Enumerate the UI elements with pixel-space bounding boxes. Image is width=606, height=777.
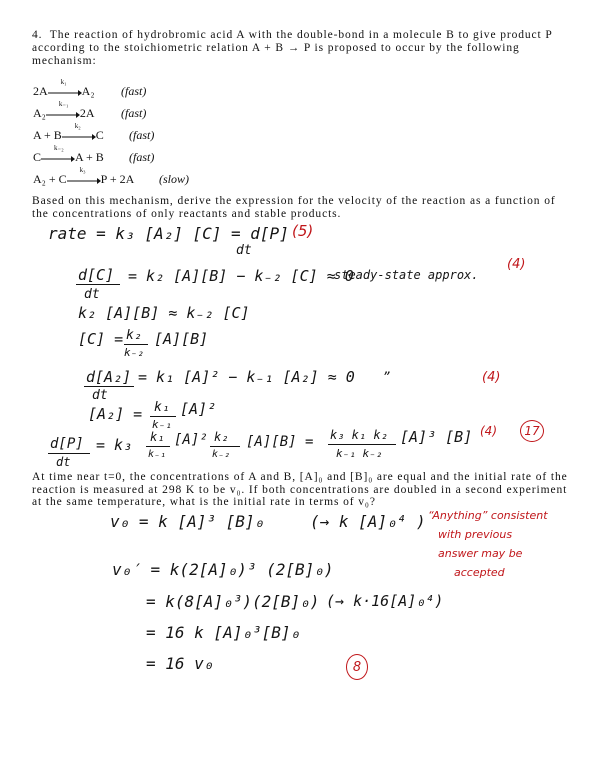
intro-line-3: mechanism: — [32, 55, 97, 67]
step1-right: A₂ — [81, 84, 95, 98]
question-number: 4. — [32, 29, 43, 41]
mechanism-step-4 — [33, 144, 333, 165]
mechanism-step-5 — [33, 166, 333, 187]
total-score-part1-value: 17 — [524, 424, 540, 438]
step4-speed: (fast) — [129, 150, 155, 164]
step1-speed: (fast) — [121, 84, 147, 98]
final-k2: k₂ — [214, 430, 229, 444]
fraction-bar — [84, 386, 134, 387]
arrow-icon — [46, 100, 80, 120]
c-expr-lhs: [C] = — [78, 330, 124, 348]
score-part-a: (5) — [292, 222, 314, 240]
rate-eq-denominator: dt — [236, 243, 252, 258]
a2-numerator: d[A₂] — [86, 368, 132, 386]
a2b-den: k₋₁ — [152, 418, 172, 431]
mechanism-step-3 — [33, 122, 333, 143]
ss-numerator: d[C] — [78, 266, 115, 284]
mechanism-step-1 — [33, 78, 333, 99]
a2-denominator: dt — [92, 388, 108, 403]
step1-left: 2A — [33, 84, 48, 98]
c-expr-den: k₋₂ — [124, 346, 144, 359]
total-score-part2 — [346, 654, 368, 680]
note-line-3: answer may be — [438, 547, 523, 560]
question-intro — [32, 29, 592, 68]
note-line-4: accepted — [454, 566, 505, 579]
rate-equation: rate = k₃ [A₂] [C] = d[P] — [48, 224, 289, 243]
fraction-bar — [150, 416, 176, 417]
step5-left: A₂ + C — [33, 172, 67, 186]
ss-denominator: dt — [84, 287, 100, 302]
v4-line: = 16 v₀ — [146, 654, 214, 673]
fraction-bar — [48, 453, 90, 454]
fraction-bar — [76, 284, 120, 285]
total-score-part2-value: 8 — [352, 659, 362, 675]
part2-line-1: At time near t=0, the concentrations of A and B, [A]₀ and [B]₀ are equal and the initial rate of the — [32, 471, 568, 483]
final-numerator: d[P] — [50, 436, 84, 452]
fraction-bar — [124, 344, 148, 345]
a2b-lhs: [A₂] = — [88, 405, 143, 423]
score-a2: (4) — [482, 370, 501, 385]
arrow-icon — [67, 166, 101, 186]
step4-k: k₋₂ — [54, 144, 64, 153]
final-k1: k₁ — [150, 430, 165, 444]
final-denominator: dt — [56, 455, 71, 469]
final-km1: k₋₁ — [148, 449, 167, 460]
step5-speed: (slow) — [159, 172, 189, 186]
step2-right: 2A — [79, 106, 95, 120]
step4-left: C — [33, 150, 42, 164]
score-final: (4) — [480, 424, 497, 438]
a2b-rest: [A]² — [180, 400, 217, 418]
part2-line-2: reaction is measured at 298 K to be v₀. If both concentrations are doubled in a second experiment — [32, 483, 568, 496]
step5-k: k₃ — [79, 166, 86, 175]
a2b-num: k₁ — [154, 400, 170, 415]
score-ss: (4) — [507, 257, 526, 272]
final-big-num: k₃ k₁ k₂ — [330, 428, 388, 442]
c-balance: k₂ [A][B] ≈ k₋₂ [C] — [78, 304, 250, 322]
fraction-bar — [146, 446, 170, 447]
arrow-icon — [62, 122, 96, 142]
v3-line: = 16 k [A]₀³[B]₀ — [146, 623, 301, 642]
part1-prompt — [32, 195, 592, 221]
intro-line-2: according to the stoichiometric relation A + B → P is proposed to occur by the following — [32, 42, 520, 54]
final-a2: [A]² — [174, 432, 208, 448]
step1-k: k₁ — [60, 78, 67, 87]
v0-line: v₀ = k [A]³ [B]₀ — [110, 512, 265, 531]
step2-speed: (fast) — [121, 106, 147, 120]
mechanism-step-2 — [33, 100, 333, 121]
step3-right: C — [95, 128, 104, 142]
fraction-bar — [210, 446, 240, 447]
v2-line: = k(8[A]₀³)(2[B]₀) — [146, 592, 320, 611]
ss-rhs: = k₂ [A][B] − k₋₂ [C] ≈ 0 — [128, 267, 354, 285]
final-k3: = k₃ — [96, 436, 133, 454]
step3-k: k₂ — [74, 122, 81, 131]
v1-line: v₀′ = k(2[A]₀)³ (2[B]₀) — [112, 560, 334, 579]
step3-speed: (fast) — [129, 128, 155, 142]
v0-alt: (→ k [A]₀⁴ ) — [310, 512, 426, 531]
part2-line-3: at the same temperature, what is the initial rate in terms of v₀? — [32, 496, 376, 508]
ss-note: steady-state approx. — [334, 268, 479, 282]
note-line-1: “Anything” consistent — [428, 509, 548, 522]
a2-rhs: = k₁ [A]² − k₋₁ [A₂] ≈ 0 — [138, 368, 355, 386]
step3-left: A + B — [33, 128, 62, 142]
ditto-mark: ” — [383, 370, 391, 384]
fraction-bar — [328, 444, 396, 445]
part1-line-2: the concentrations of only reactants and stable products. — [32, 208, 342, 220]
step4-right: A + B — [75, 150, 104, 164]
step5-right: P + 2A — [100, 172, 135, 186]
c-expr-num: k₂ — [126, 328, 142, 343]
c-expr-rest: [A][B] — [154, 330, 209, 348]
intro-line-1: The reaction of hydrobromic acid A with the double-bond in a molecule B to give product P — [49, 29, 553, 41]
part2-prompt — [32, 471, 592, 509]
note-line-2: with previous — [438, 528, 513, 541]
grading-note — [428, 506, 598, 582]
arrow-icon — [48, 78, 82, 98]
total-score-part1 — [520, 420, 544, 442]
step2-k: k₋₁ — [58, 100, 69, 109]
final-big-den: k₋₁ k₋₂ — [336, 447, 383, 460]
final-km2: k₋₂ — [212, 449, 231, 460]
final-big-rest: [A]³ [B] — [400, 428, 473, 446]
part1-line-1: Based on this mechanism, derive the expression for the velocity of the reaction as a function of — [32, 195, 556, 207]
step2-left: A₂ — [33, 106, 46, 120]
final-ab: [A][B] = — [246, 434, 314, 450]
v2-alt: (→ k·16[A]₀⁴) — [326, 592, 444, 610]
arrow-icon — [41, 144, 75, 164]
